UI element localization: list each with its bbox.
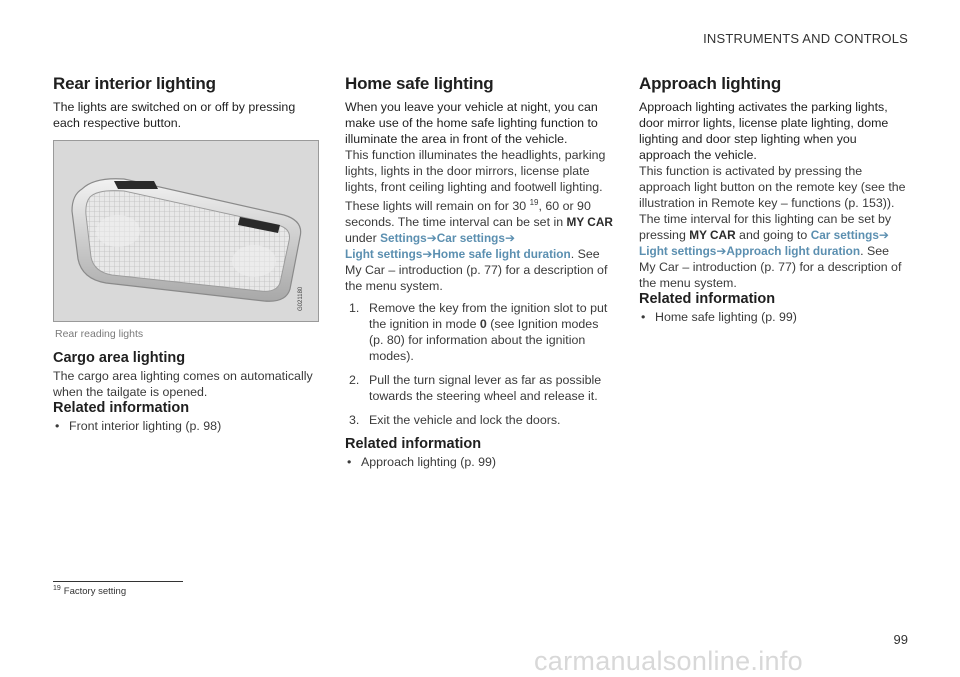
column-rear-interior-lighting bbox=[53, 74, 321, 131]
step-item bbox=[345, 300, 613, 364]
related-item[interactable] bbox=[53, 418, 321, 434]
bullet: • bbox=[347, 455, 352, 470]
related-item-label[interactable]: Home safe lighting (p. 99) bbox=[655, 310, 797, 324]
step-number: 2. bbox=[349, 373, 360, 388]
related-item[interactable] bbox=[345, 454, 613, 470]
subsection-title: Cargo area lighting bbox=[53, 350, 186, 366]
reading-light-unit-drawing bbox=[54, 141, 318, 321]
related-info-list bbox=[639, 309, 907, 325]
text-run: . See My Car – introduction (p. 77) for a description of the menu system. bbox=[639, 244, 902, 290]
bullet: • bbox=[55, 419, 60, 433]
cargo-area-lighting-block bbox=[53, 350, 321, 434]
paragraph-duration bbox=[639, 211, 907, 291]
related-info-list bbox=[345, 454, 613, 470]
section-title: Home safe lighting bbox=[345, 74, 494, 93]
figure-caption: Rear reading lights bbox=[55, 328, 144, 340]
related-info-title: Related information bbox=[53, 400, 190, 416]
running-header: INSTRUMENTS AND CONTROLS bbox=[703, 31, 908, 46]
section-lead: Approach lighting activates the parking lights, door mirror lights, license plate lighting, dome lighting and door step lighting when you approach the vehicle. bbox=[639, 100, 889, 162]
column-approach-lighting bbox=[639, 74, 907, 325]
text-run: These lights will remain on for 30 bbox=[345, 199, 530, 214]
menu-home-safe-light-duration: Home safe light duration bbox=[432, 247, 571, 262]
arrow-right-icon: ➔ bbox=[426, 231, 437, 246]
footnote-text: Factory setting bbox=[63, 586, 127, 598]
paragraph-duration bbox=[345, 195, 613, 294]
related-info-title: Related information bbox=[639, 291, 776, 307]
my-car-key-label: MY CAR bbox=[689, 228, 736, 242]
menu-light-settings: Light settings bbox=[639, 244, 717, 258]
page-number: 99 bbox=[893, 632, 908, 647]
text-run: (see Ignition modes (p. 80) for information about the ignition modes). bbox=[369, 317, 599, 364]
menu-approach-light-duration: Approach light duration bbox=[726, 244, 861, 258]
text-run: The time interval for this lighting can be set by pressing bbox=[639, 212, 892, 242]
steps-list bbox=[345, 300, 613, 428]
text-run: , 60 or 90 seconds. The time interval can be set in bbox=[345, 199, 591, 230]
section-title: Rear interior lighting bbox=[53, 74, 216, 93]
figure-code: G021180 bbox=[298, 286, 304, 311]
arrow-right-icon: ➔ bbox=[716, 244, 727, 258]
footnote-ref[interactable]: 19 bbox=[529, 198, 539, 207]
arrow-right-icon: ➔ bbox=[878, 228, 889, 242]
footnote bbox=[53, 585, 126, 597]
step-item bbox=[345, 372, 613, 404]
menu-car-settings: Car settings bbox=[436, 231, 505, 246]
paragraph: This function is activated by pressing the approach light button on the remote key (see the illustration in Remote key – functions (p. 153)). bbox=[639, 164, 906, 210]
column-home-safe-lighting bbox=[345, 74, 613, 470]
paragraph: This function illuminates the headlights, parking lights, lights in the door mirrors, license plate lights, front ceiling lighting and footwell lighting. bbox=[345, 148, 606, 194]
ignition-mode: 0 bbox=[479, 317, 487, 332]
section-lead: The lights are switched on or off by pressing each respective button. bbox=[53, 100, 296, 130]
arrow-right-icon: ➔ bbox=[504, 231, 515, 246]
related-info-title: Related information bbox=[345, 436, 482, 453]
step-item bbox=[345, 412, 613, 428]
left-light-button bbox=[114, 181, 158, 189]
arrow-right-icon: ➔ bbox=[422, 247, 433, 262]
section-title: Approach lighting bbox=[639, 74, 782, 93]
related-info-list bbox=[53, 418, 321, 434]
text-run: and going to bbox=[735, 228, 811, 242]
step-number: 1. bbox=[349, 301, 360, 316]
text-run: under bbox=[345, 231, 381, 246]
menu-light-settings: Light settings bbox=[345, 247, 423, 262]
my-car-key-label: MY CAR bbox=[566, 215, 613, 230]
footnote-divider bbox=[53, 581, 183, 582]
section-lead: When you leave your vehicle at night, you can make use of the home safe lighting function to illuminate the area in front of the vehicle. bbox=[345, 100, 598, 146]
related-item-label[interactable]: Approach lighting (p. 99) bbox=[361, 455, 497, 470]
watermark: carmanualsonline.info bbox=[534, 646, 803, 676]
text-run: . See My Car – introduction (p. 77) for a description of the menu system. bbox=[345, 247, 608, 294]
related-item[interactable] bbox=[639, 309, 907, 325]
related-item-label[interactable]: Front interior lighting (p. 98) bbox=[69, 419, 222, 433]
menu-settings: Settings bbox=[380, 231, 427, 246]
menu-car-settings: Car settings bbox=[810, 228, 879, 242]
step-text: Exit the vehicle and lock the doors. bbox=[369, 413, 561, 428]
footnote-number: 19 bbox=[53, 585, 61, 592]
step-text: Pull the turn signal lever as far as possible towards the steering wheel and release it. bbox=[369, 373, 602, 404]
cargo-text: The cargo area lighting comes on automatically when the tailgate is opened. bbox=[53, 369, 313, 399]
rear-reading-lights-illustration bbox=[53, 140, 319, 322]
bullet: • bbox=[641, 310, 646, 324]
text-run: Remove the key from the ignition slot to put the ignition in mode bbox=[369, 301, 608, 332]
step-number: 3. bbox=[349, 413, 360, 428]
